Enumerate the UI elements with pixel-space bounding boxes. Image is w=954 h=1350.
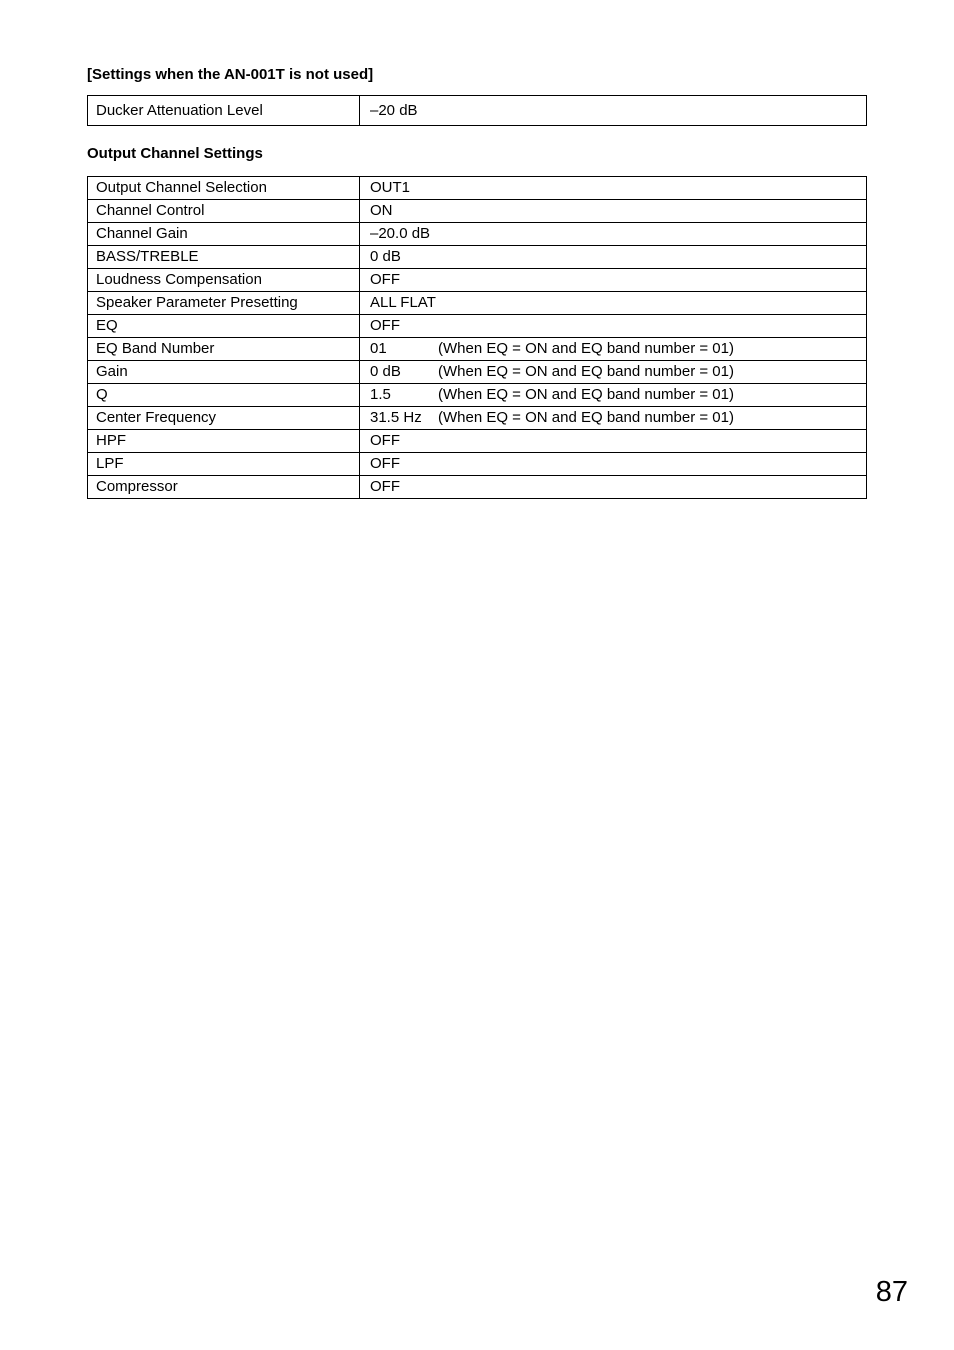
setting-value bbox=[360, 177, 867, 200]
section-heading-an001t-not-used: [Settings when the AN-001T is not used] bbox=[87, 66, 374, 83]
setting-value-note: (When EQ = ON and EQ band number = 01) bbox=[438, 363, 734, 380]
setting-value bbox=[360, 315, 867, 338]
setting-value-note: (When EQ = ON and EQ band number = 01) bbox=[438, 386, 734, 403]
setting-label: Channel Control bbox=[88, 200, 360, 223]
setting-label: HPF bbox=[88, 430, 360, 453]
setting-label: Loudness Compensation bbox=[88, 269, 360, 292]
setting-label: EQ Band Number bbox=[88, 338, 360, 361]
setting-value bbox=[360, 223, 867, 246]
table-row bbox=[88, 361, 867, 384]
setting-label: Speaker Parameter Presetting bbox=[88, 292, 360, 315]
setting-label: LPF bbox=[88, 453, 360, 476]
setting-value-main: OFF bbox=[370, 432, 400, 449]
setting-value-main: –20.0 dB bbox=[370, 225, 431, 242]
setting-value-main: 31.5 Hz bbox=[370, 409, 422, 426]
setting-label: EQ bbox=[88, 315, 360, 338]
table-row bbox=[88, 453, 867, 476]
setting-value-main: 1.5 bbox=[370, 386, 391, 403]
setting-label: Q bbox=[88, 384, 360, 407]
table-row bbox=[88, 315, 867, 338]
setting-label: Compressor bbox=[88, 476, 360, 499]
setting-label: Center Frequency bbox=[88, 407, 360, 430]
setting-label: Channel Gain bbox=[88, 223, 360, 246]
table-row bbox=[88, 292, 867, 315]
setting-value-main: OFF bbox=[370, 317, 400, 334]
setting-value bbox=[360, 476, 867, 499]
setting-label: Ducker Attenuation Level bbox=[88, 96, 360, 126]
setting-value bbox=[360, 246, 867, 269]
setting-value bbox=[360, 292, 867, 315]
setting-value-main: OFF bbox=[370, 478, 400, 495]
table-row bbox=[88, 430, 867, 453]
setting-value-main: ON bbox=[370, 202, 393, 219]
page-number: 87 bbox=[875, 1276, 908, 1308]
setting-value-main: 0 dB bbox=[370, 363, 401, 380]
setting-value bbox=[360, 338, 867, 361]
setting-value bbox=[360, 430, 867, 453]
setting-value-note: (When EQ = ON and EQ band number = 01) bbox=[438, 409, 734, 426]
output-channel-settings-table bbox=[87, 176, 867, 499]
setting-label: BASS/TREBLE bbox=[88, 246, 360, 269]
setting-value-note: (When EQ = ON and EQ band number = 01) bbox=[438, 340, 734, 357]
setting-value-main: ALL FLAT bbox=[370, 294, 436, 311]
table-row bbox=[88, 200, 867, 223]
setting-label: Output Channel Selection bbox=[88, 177, 360, 200]
table-row bbox=[88, 269, 867, 292]
setting-value-main: 01 bbox=[370, 340, 387, 357]
setting-value-main: –20 dB bbox=[370, 101, 418, 119]
ducker-settings-table bbox=[87, 95, 867, 126]
setting-value bbox=[360, 453, 867, 476]
setting-value-main: OFF bbox=[370, 271, 400, 288]
setting-label: Gain bbox=[88, 361, 360, 384]
table-row bbox=[88, 476, 867, 499]
setting-value bbox=[360, 96, 867, 126]
table-row bbox=[88, 407, 867, 430]
setting-value bbox=[360, 269, 867, 292]
section-heading-output-channel-settings: Output Channel Settings bbox=[87, 145, 263, 162]
setting-value bbox=[360, 384, 867, 407]
setting-value bbox=[360, 407, 867, 430]
setting-value bbox=[360, 200, 867, 223]
table-row bbox=[88, 177, 867, 200]
table-row bbox=[88, 96, 867, 126]
setting-value-main: OUT1 bbox=[370, 179, 411, 196]
table-row bbox=[88, 338, 867, 361]
table-row bbox=[88, 384, 867, 407]
setting-value bbox=[360, 361, 867, 384]
setting-value-main: 0 dB bbox=[370, 248, 401, 265]
table-row bbox=[88, 223, 867, 246]
table-row bbox=[88, 246, 867, 269]
setting-value-main: OFF bbox=[370, 455, 400, 472]
